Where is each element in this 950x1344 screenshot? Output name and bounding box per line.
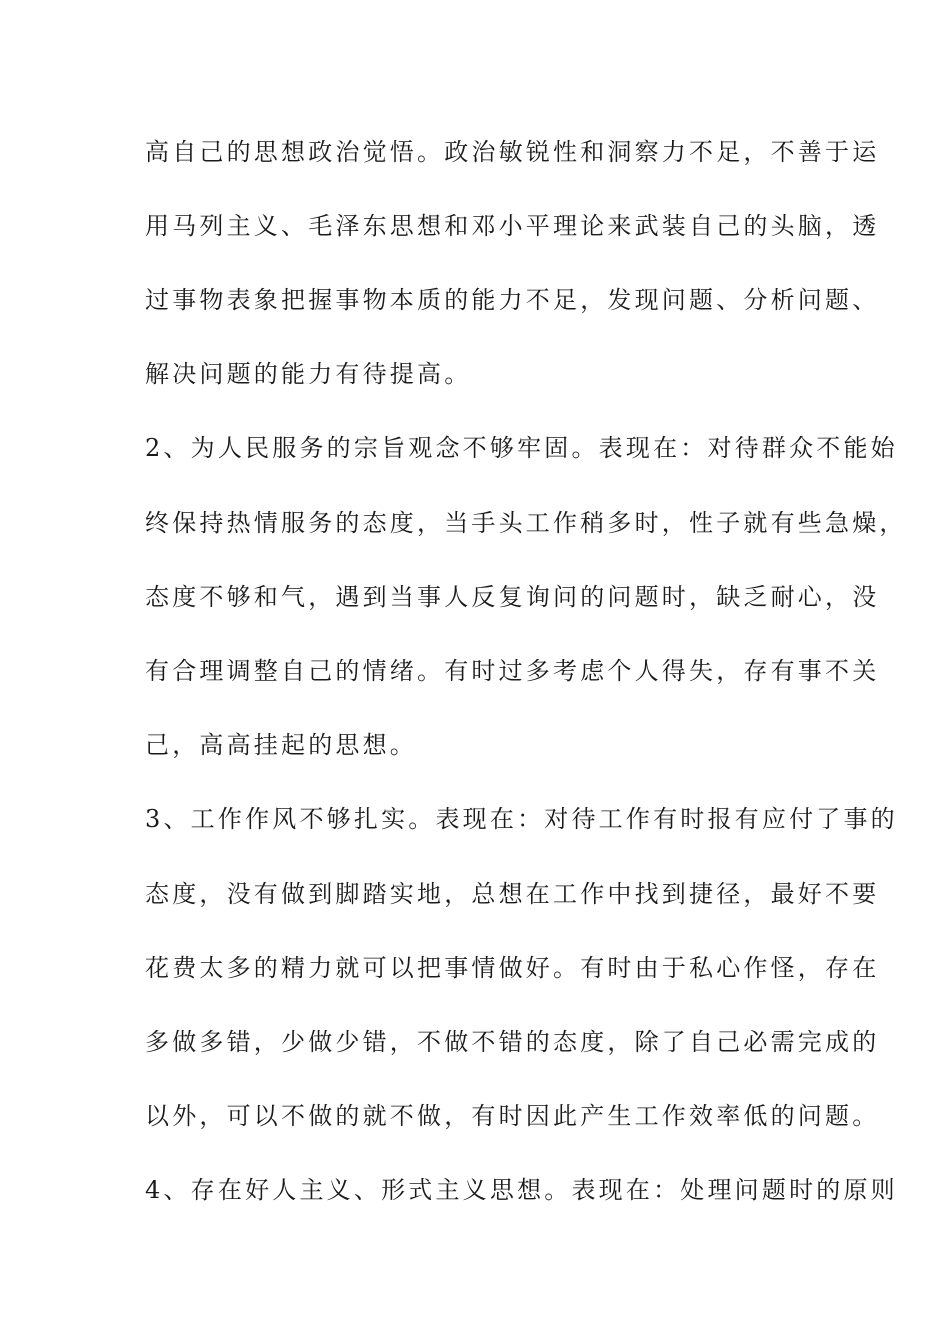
text-line: 用马列主义、毛泽东思想和邓小平理论来武装自己的头脑，透 <box>145 212 880 240</box>
text-line: 以外，可以不做的就不做，有时因此产生工作效率低的问题。 <box>145 1102 880 1130</box>
text-line: 花费太多的精力就可以把事情做好。有时由于私心作怪，存在 <box>145 954 880 982</box>
paragraph-2-start: 2、为人民服务的宗旨观念不够牢固。表现在：对待群众不能始 <box>145 434 898 462</box>
text-line: 终保持热情服务的态度，当手头工作稍多时，性子就有些急燥， <box>145 509 907 537</box>
text-line: 态度不够和气，遇到当事人反复询问的问题时，缺乏耐心，没 <box>145 583 880 611</box>
text-line: 高自己的思想政治觉悟。政治敏锐性和洞察力不足，不善于运 <box>145 138 880 166</box>
text-line: 态度，没有做到脚踏实地，总想在工作中找到捷径，最好不要 <box>145 880 880 908</box>
text-line: 过事物表象把握事物本质的能力不足，发现问题、分析问题、 <box>145 286 880 314</box>
text-line: 己，高高挂起的思想。 <box>145 731 417 759</box>
text-line: 解决问题的能力有待提高。 <box>145 360 472 388</box>
text-line: 多做多错，少做少错，不做不错的态度，除了自己必需完成的 <box>145 1028 880 1056</box>
text-line: 有合理调整自己的情绪。有时过多考虑个人得失，存有事不关 <box>145 657 880 685</box>
paragraph-4-start: 4、存在好人主义、形式主义思想。表现在：处理问题时的原则 <box>145 1176 898 1204</box>
paragraph-3-start: 3、工作作风不够扎实。表现在：对待工作有时报有应付了事的 <box>145 805 898 833</box>
